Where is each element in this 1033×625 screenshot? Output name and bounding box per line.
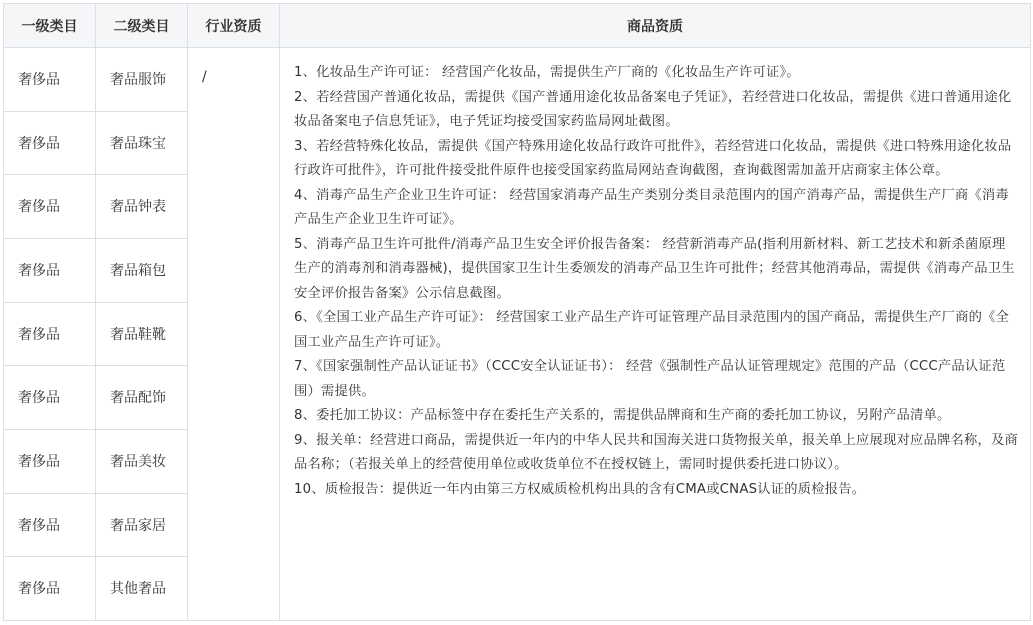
goods-qualification-list bbox=[294, 61, 1018, 502]
level2-cell: 奢品美妆 bbox=[96, 429, 188, 493]
level2-cell: 奢品配饰 bbox=[96, 366, 188, 430]
header-level1-category: 一级类目 bbox=[4, 4, 96, 48]
level1-cell: 奢侈品 bbox=[4, 429, 96, 493]
level1-cell: 奢侈品 bbox=[4, 238, 96, 302]
level2-cell: 奢品服饰 bbox=[96, 48, 188, 112]
goods-qualification-item: 10、质检报告：提供近一年内由第三方权威质检机构出具的含有CMA或CNAS认证的质检报告。 bbox=[294, 481, 866, 497]
header-industry-qualification: 行业资质 bbox=[188, 4, 280, 48]
goods-qualification-item: 2、若经营国产普通化妆品，需提供《国产普通用途化妆品备案电子凭证》，若经营进口化妆品，需提供《进口普通用途化妆品备案电子信息凭证》，电子凭证均接受国家药监局网址截图。 bbox=[294, 89, 1012, 129]
goods-qualification-item: 8、委托加工协议：产品标签中存在委托生产关系的，需提供品牌商和生产商的委托加工协议，另附产品清单。 bbox=[294, 408, 951, 423]
header-goods-qualification: 商品资质 bbox=[280, 4, 1031, 48]
qualification-table bbox=[3, 3, 1031, 621]
level2-cell: 奢品箱包 bbox=[96, 238, 188, 302]
table-row bbox=[4, 48, 1031, 112]
header-row bbox=[4, 4, 1031, 48]
level2-cell: 奢品钟表 bbox=[96, 175, 188, 239]
goods-qualification-item: 3、若经营特殊化妆品，需提供《国产特殊用途化妆品行政许可批件》，若经营进口化妆品，需提供《进口特殊用途化妆品行政许可批件》，许可批件接受批件原件也接受国家药监局网站查询截图，查询截图需加盖开店商家主体公章。 bbox=[294, 138, 1012, 178]
level1-cell: 奢侈品 bbox=[4, 302, 96, 366]
goods-qualification-item: 4、消毒产品生产企业卫生许可证： 经营国家消毒产品生产类别分类目录范围内的国产消毒产品，需提供生产厂商《消毒产品生产企业卫生许可证》。 bbox=[294, 187, 1009, 227]
table-body bbox=[4, 48, 1031, 621]
level2-cell: 奢品家居 bbox=[96, 493, 188, 557]
goods-qualification-item: 5、消毒产品卫生许可批件/消毒产品卫生安全评价报告备案： 经营新消毒产品(指利用新材料、新工艺技术和新杀菌原理生产的消毒剂和消毒器械)，提供国家卫生计生委颁发的消毒产品卫生许可批件；经营其他消毒品，需提供《消毒产品卫生安全评价报告备案》公示信息截图。 bbox=[294, 236, 1015, 301]
level1-cell: 奢侈品 bbox=[4, 48, 96, 112]
level1-cell: 奢侈品 bbox=[4, 493, 96, 557]
level1-cell: 奢侈品 bbox=[4, 366, 96, 430]
level2-cell: 奢品鞋靴 bbox=[96, 302, 188, 366]
table-header bbox=[4, 4, 1031, 48]
level1-cell: 奢侈品 bbox=[4, 557, 96, 621]
goods-qualification-item: 1、化妆品生产许可证： 经营国产化妆品，需提供生产厂商的《化妆品生产许可证》。 bbox=[294, 65, 800, 80]
level1-cell: 奢侈品 bbox=[4, 111, 96, 175]
level2-cell: 奢品珠宝 bbox=[96, 111, 188, 175]
goods-qualification-item: 6、《全国工业产品生产许可证》： 经营国家工业产品生产许可证管理产品目录范围内的国产商品，需提供生产厂商的《全国工业产品生产许可证》。 bbox=[294, 310, 1010, 350]
industry-qualification-cell: / bbox=[188, 48, 280, 621]
qualification-table-wrapper bbox=[3, 3, 1030, 621]
goods-qualification-item: 9、报关单：经营进口商品，需提供近一年内的中华人民共和国海关进口货物报关单，报关单上应展现对应品牌名称，及商品名称；（若报关单上的经营使用单位或收货单位不在授权链上，需同时提供委托进口协议）。 bbox=[294, 432, 1018, 472]
goods-qualification-cell bbox=[280, 48, 1031, 621]
level2-cell: 其他奢品 bbox=[96, 557, 188, 621]
level1-cell: 奢侈品 bbox=[4, 175, 96, 239]
goods-qualification-item: 7、《国家强制性产品认证证书》（CCC安全认证证书）： 经营《强制性产品认证管理规定》范围的产品（CCC产品认证范围）需提供。 bbox=[294, 359, 1006, 399]
header-level2-category: 二级类目 bbox=[96, 4, 188, 48]
